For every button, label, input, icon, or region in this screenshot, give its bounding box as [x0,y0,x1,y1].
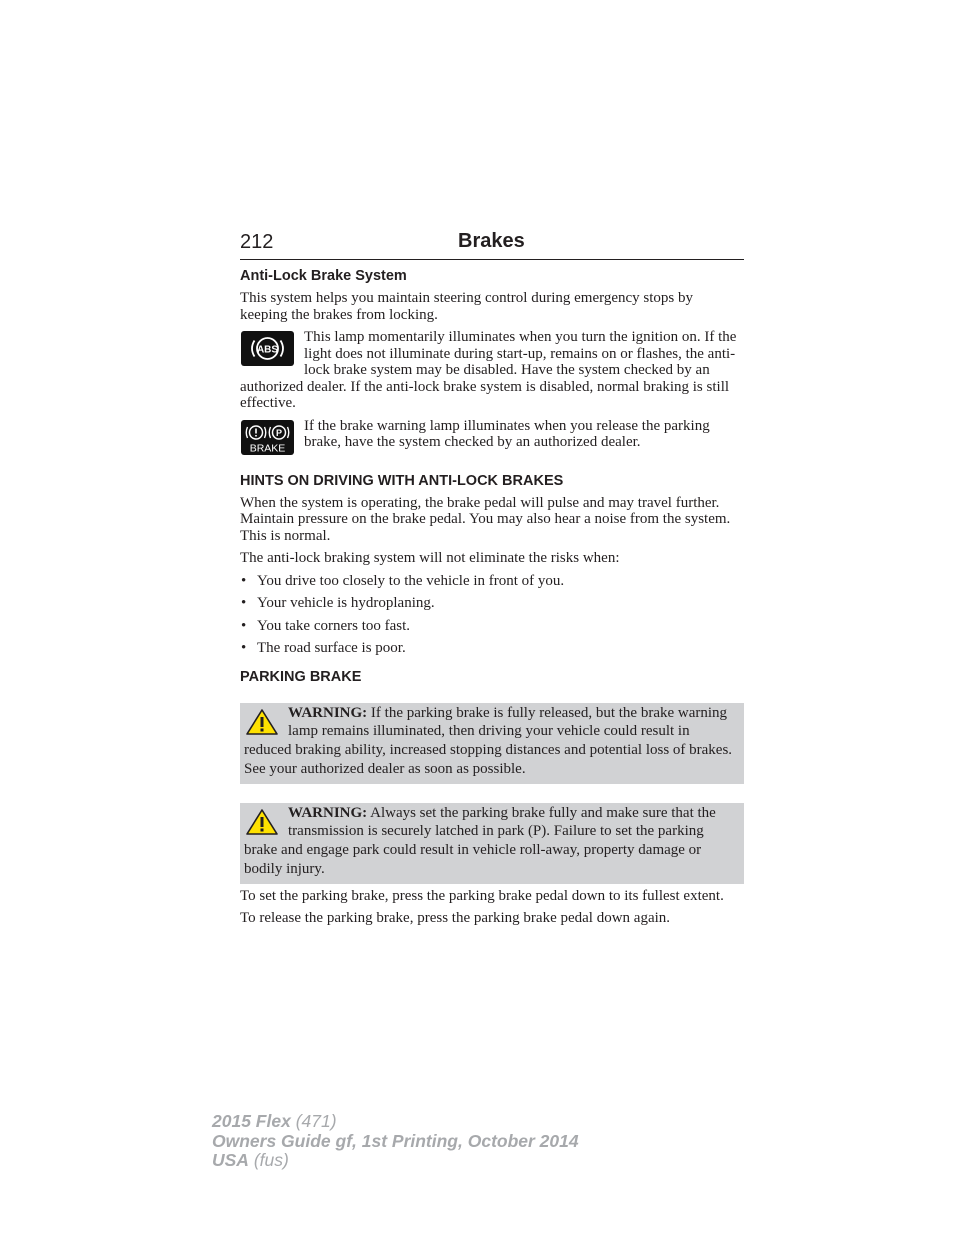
abs-lamp-block [240,329,744,412]
footer-line-2: Owners Guide gf, 1st Printing, October 2014 [212,1130,579,1151]
brake-lamp-description: If the brake warning lamp illuminates when you release the parking brake, have the system checked by an authorized dealer. [304,417,710,450]
abs-icon-text: ABS [256,344,279,356]
brake-icon-text: BRAKE [249,442,286,454]
document-footer [212,1112,579,1171]
warning-label: WARNING: [288,704,368,721]
abs-warning-lamp-icon [241,331,294,366]
hints-paragraph-2: The anti-lock braking system will not eliminate the risks when: [240,550,620,566]
warning-box-1 [240,703,744,784]
parking-brake-heading: PARKING BRAKE [240,668,362,685]
footer-line-1: 2015 Flex (471) [212,1111,337,1131]
brake-lamp-block [240,418,744,457]
warning-label: WARNING: [288,804,368,821]
list-item: • You take corners too fast. [241,617,411,634]
section-title: Brakes [458,230,525,252]
abs-heading: Anti-Lock Brake System [240,268,407,284]
warning-box-2 [240,803,744,884]
warning-triangle-icon [245,808,279,836]
release-parking-brake-paragraph: To release the parking brake, press the parking brake pedal down again. [240,910,671,926]
hints-heading: HINTS ON DRIVING WITH ANTI-LOCK BRAKES [240,472,564,489]
manual-page [240,228,744,927]
list-item: • Your vehicle is hydroplaning. [241,595,435,611]
page-header [240,228,744,260]
warning-text-1: WARNING: If the parking brake is fully released, but the brake warning lamp remains illuminated, then driving your vehicle could result in reduced braking ability, increased stopping distances and potential loss of brakes. See your authorized dealer as soon as possible. [244,704,733,777]
page-number: 212 [240,231,274,253]
brake-warning-lamp-icon [241,420,294,455]
list-item: • You drive too closely to the vehicle in front of you. [241,572,565,589]
abs-intro-paragraph: This system helps you maintain steering control during emergency stops by keeping the brakes from locking. [240,290,693,323]
risk-list [240,573,744,657]
svg-text:P: P [275,427,283,438]
abs-lamp-description: This lamp momentarily illuminates when you turn the ignition on. If the light does not illuminate during start-up, remains on or flashes, the anti-lock brake system may be disabled. Have the system checked by an authorized dealer. If the anti-lock brake system is disabled, normal braking is still effective. [240,329,737,411]
hints-paragraph-1: When the system is operating, the brake pedal will pulse and may travel further. Maintain pressure on the brake pedal. You may also hear a noise from the system. This is normal. [240,494,731,544]
footer-line-3: USA (fus) [212,1150,289,1170]
warning-triangle-icon [245,708,279,736]
list-item: • The road surface is poor. [241,640,406,656]
warning-text-2: WARNING: Always set the parking brake fully and make sure that the transmission is securely latched in park (P). Failure to set the parking brake and engage park could result in vehicle roll-away, property damage or bodily injury. [244,804,716,877]
set-parking-brake-paragraph: To set the parking brake, press the parking brake pedal down to its fullest extent. [240,887,724,904]
